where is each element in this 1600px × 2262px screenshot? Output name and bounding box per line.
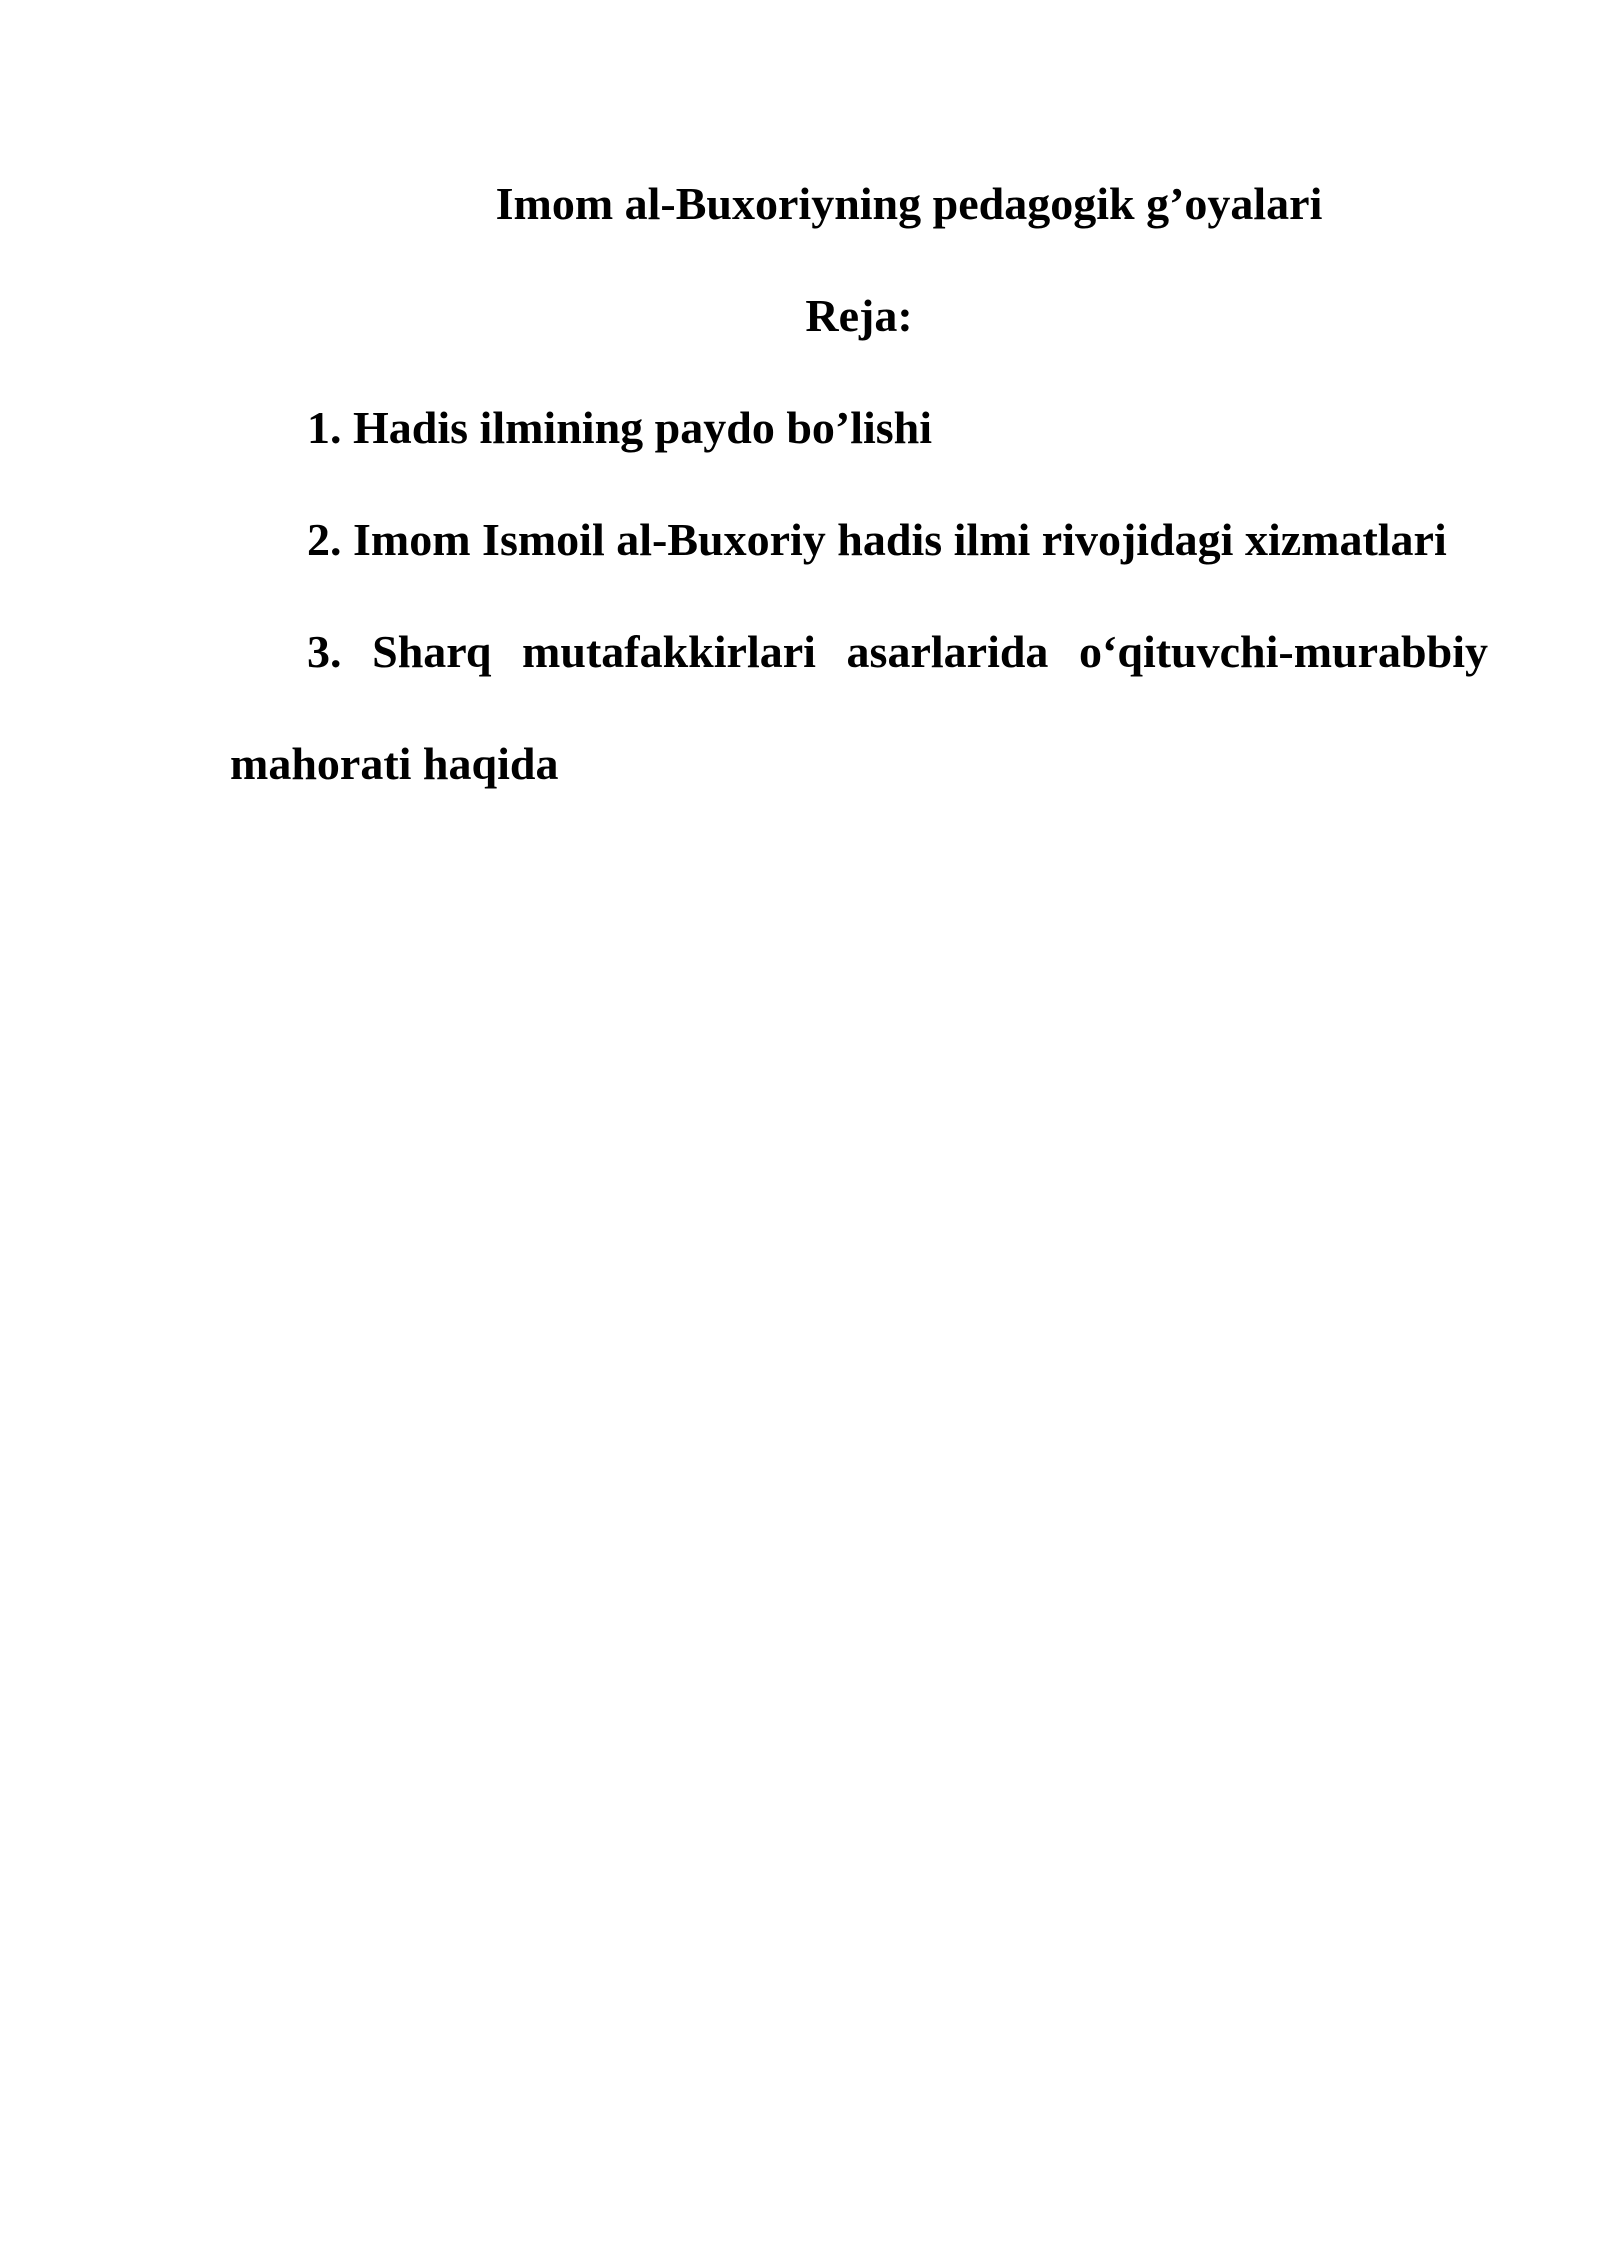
plan-item-1: 1. Hadis ilmining paydo bo’lishi (307, 402, 933, 453)
document-body (230, 148, 1488, 820)
plan-item-3: 3. Sharq mutafakkirlari asarlarida o‘qituvchi-murabbiy mahorati haqida (230, 626, 1488, 789)
document-title: Imom al-Buxoriyning pedagogik g’oyalari (495, 178, 1323, 229)
plan-item-2: 2. Imom Ismoil al-Buxoriy hadis ilmi rivojidagi xizmatlari (307, 514, 1447, 565)
plan-heading: Reja: (805, 290, 913, 341)
